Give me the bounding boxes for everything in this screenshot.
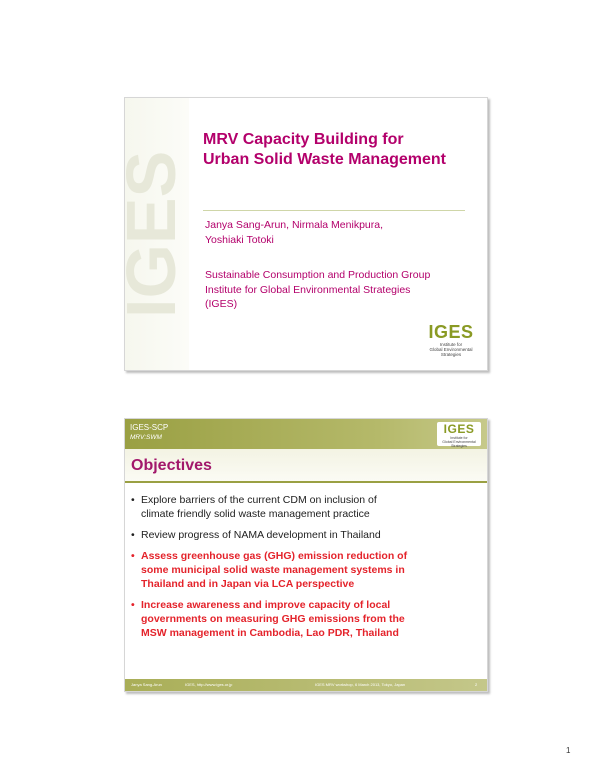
org-line-1: Sustainable Consumption and Production Group [205,269,431,281]
header-sub: MRV:SWM [130,434,162,441]
page-number: 1 [566,746,571,755]
org-line-3: (IGES) [205,298,238,310]
org-line-2: Institute for Global Environmental Strategies [205,283,411,296]
title-divider [203,210,465,211]
header-label: IGES-SCP [130,423,169,432]
organization [205,268,475,312]
iges-logo [423,322,479,358]
bullet-line: • Explore barriers of the current CDM on inclusion of [141,494,377,506]
logo-sub-2: Global Environmental [442,440,476,444]
logo-sub-1: Institute for [450,436,468,440]
title-rule [125,481,487,483]
list-item [131,598,481,640]
slide-header [125,419,487,449]
title-line-2: Urban Solid Waste Management [203,151,446,168]
bullet-line: climate friendly solid waste management practice [141,508,370,520]
slide-footer [125,679,487,691]
footer-author: Janya Sang-Arun [131,682,162,687]
title-line-1: MRV Capacity Building for [203,131,404,148]
slide-objectives [124,418,488,692]
authors-line-1: Janya Sang-Arun, Nirmala Menikpura, [205,219,383,231]
bullet-line: some municipal solid waste management systems in [141,564,405,576]
logo-sub-1: Institute for [439,342,463,347]
authors [205,218,475,248]
iges-logo-small [437,422,481,446]
iges-watermark [112,102,190,366]
logo-word: IGES [443,422,475,436]
logo-word: IGES [428,322,474,342]
logo-sub-2: Global Environmental [429,347,473,352]
logo-sub-3: Strategies [451,444,467,448]
footer-url: IGES, http://www.iges.or.jp [185,682,233,687]
list-item [131,493,481,521]
bullet-line: MSW management in Cambodia, Lao PDR, Thailand [141,627,399,639]
slide-title: Objectives [131,457,212,474]
bullet-line: • Increase awareness and improve capacity of local [141,599,391,611]
logo-sub-3: Strategies [440,352,462,357]
footer-page: 2 [475,682,478,687]
bullet-line: Thailand and in Japan via LCA perspective [141,578,355,590]
objective-list [131,493,481,647]
bullet-line: governments on measuring GHG emissions from the [141,613,405,625]
slide-title [112,97,488,371]
bullet-line: • Review progress of NAMA development in Thailand [141,529,381,541]
bullet-line: • Assess greenhouse gas (GHG) emission reduction of [141,550,408,562]
list-item [131,549,481,591]
list-item [131,528,481,542]
watermark-text: IGES [112,150,190,318]
presentation-title [203,130,483,170]
footer-event: IGES MRV workshop, 6 March 2013, Tokyo, Japan [315,682,406,687]
authors-line-2: Yoshiaki Totoki [205,234,274,246]
